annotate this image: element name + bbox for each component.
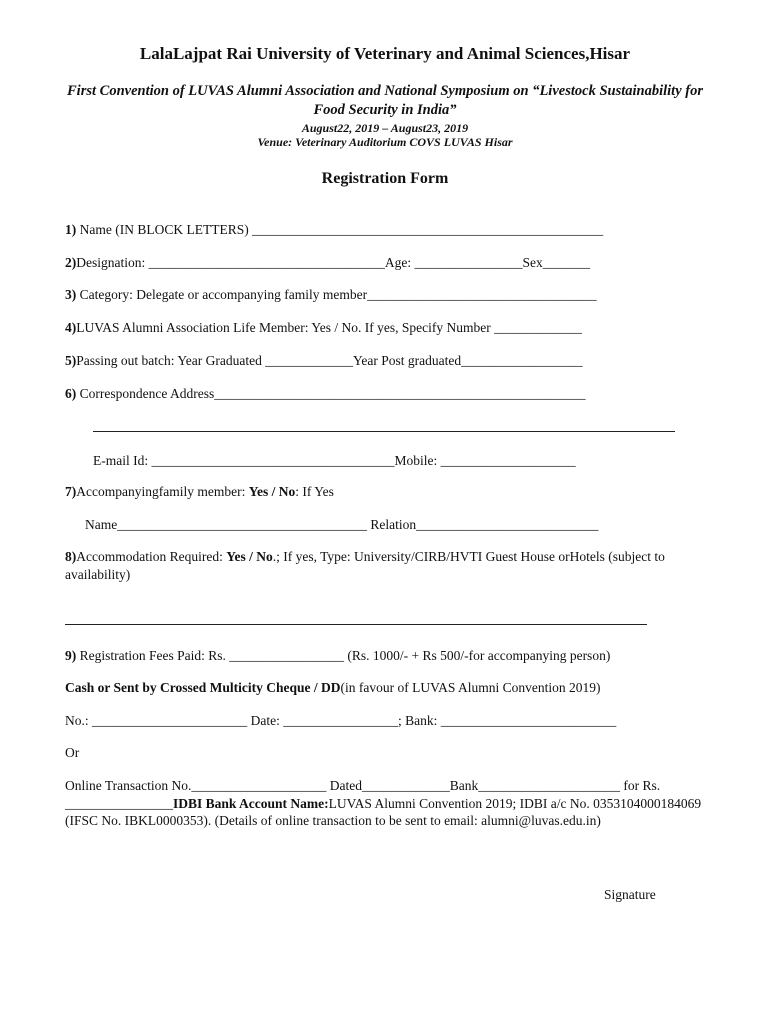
online-transaction-text: Online Transaction No.____________________ Dated_____________Bank_____________________ for Rs. ________________ bbox=[65, 778, 661, 811]
bank-account-label: IDBI Bank Account Name: bbox=[173, 795, 329, 811]
field-cheque-details: No.: _______________________ Date: _________________; Bank: __________________________ bbox=[65, 713, 617, 728]
yes-no-option: Yes / No bbox=[226, 549, 273, 564]
online-transaction-block bbox=[65, 777, 730, 830]
field-number: 5) bbox=[65, 353, 77, 368]
field-number: 9) bbox=[65, 648, 77, 663]
field-accompanying bbox=[65, 483, 334, 500]
event-dates: August22, 2019 – August23, 2019 bbox=[301, 121, 469, 135]
field-number: 2) bbox=[65, 255, 77, 270]
field-number: 1) bbox=[65, 222, 77, 237]
event-title: First Convention of LUVAS Alumni Association and National Symposium on “Livestock Sustainability for Food Security in India” bbox=[67, 83, 703, 118]
form-title: Registration Form bbox=[321, 170, 449, 187]
field-text: Name (IN BLOCK LETTERS) ____________________________________________________ bbox=[76, 222, 604, 237]
accommodation-line bbox=[65, 624, 647, 625]
field-text: Passing out batch: Year Graduated _____________Year Post graduated__________________ bbox=[76, 353, 583, 368]
field-text: Designation: ___________________________________Age: ________________Sex_______ bbox=[76, 255, 590, 270]
field-name bbox=[65, 221, 603, 238]
field-text: Accompanyingfamily member: bbox=[76, 484, 249, 499]
signature-label: Signature bbox=[604, 887, 656, 902]
field-life-member bbox=[65, 319, 582, 336]
payment-method-bold: Cash or Sent by Crossed Multicity Cheque / DD bbox=[65, 680, 341, 695]
event-venue: Venue: Veterinary Auditorium COVS LUVAS Hisar bbox=[257, 135, 513, 149]
field-category bbox=[65, 286, 597, 303]
address-line bbox=[93, 431, 675, 432]
field-text: Registration Fees Paid: Rs. _________________ (Rs. 1000/- + Rs 500/-for accompanying person) bbox=[76, 648, 611, 663]
payment-method-text: (in favour of LUVAS Alumni Convention 2019) bbox=[340, 680, 601, 695]
payment-method bbox=[65, 679, 601, 696]
field-email-mobile: E-mail Id: ____________________________________Mobile: ____________________ bbox=[93, 453, 576, 468]
field-number: 6) bbox=[65, 386, 77, 401]
field-number: 4) bbox=[65, 320, 77, 335]
field-text: .; If yes, Type: University/CIRB/HVTI Guest House orHotels (subject to availability) bbox=[65, 549, 665, 582]
field-designation bbox=[65, 254, 590, 271]
university-title: LalaLajpat Rai University of Veterinary and Animal Sciences,Hisar bbox=[139, 44, 631, 63]
bank-account-details: LUVAS Alumni Convention 2019; IDBI a/c No. 0353104000184069 (IFSC No. IBKL0000353). (Details of online transaction to be sent to email: alumni@luvas.edu.in) bbox=[65, 795, 702, 828]
or-separator: Or bbox=[65, 745, 80, 760]
field-text: LUVAS Alumni Association Life Member: Yes / No. If yes, Specify Number _____________ bbox=[76, 320, 582, 335]
field-text: Category: Delegate or accompanying family member__________________________________ bbox=[76, 287, 597, 302]
field-address bbox=[65, 385, 585, 402]
field-registration-fees bbox=[65, 647, 610, 664]
field-passing-batch bbox=[65, 352, 583, 369]
field-number: 8) bbox=[65, 549, 77, 564]
field-text: Correspondence Address_______________________________________________________ bbox=[76, 386, 586, 401]
field-text: : If Yes bbox=[295, 484, 334, 499]
yes-no-option: Yes / No bbox=[248, 484, 296, 499]
field-name-relation: Name_____________________________________ Relation___________________________ bbox=[85, 517, 599, 532]
field-text: Accommodation Required: bbox=[76, 549, 227, 564]
field-number: 7) bbox=[65, 484, 77, 499]
field-accommodation bbox=[65, 548, 725, 583]
field-number: 3) bbox=[65, 287, 77, 302]
